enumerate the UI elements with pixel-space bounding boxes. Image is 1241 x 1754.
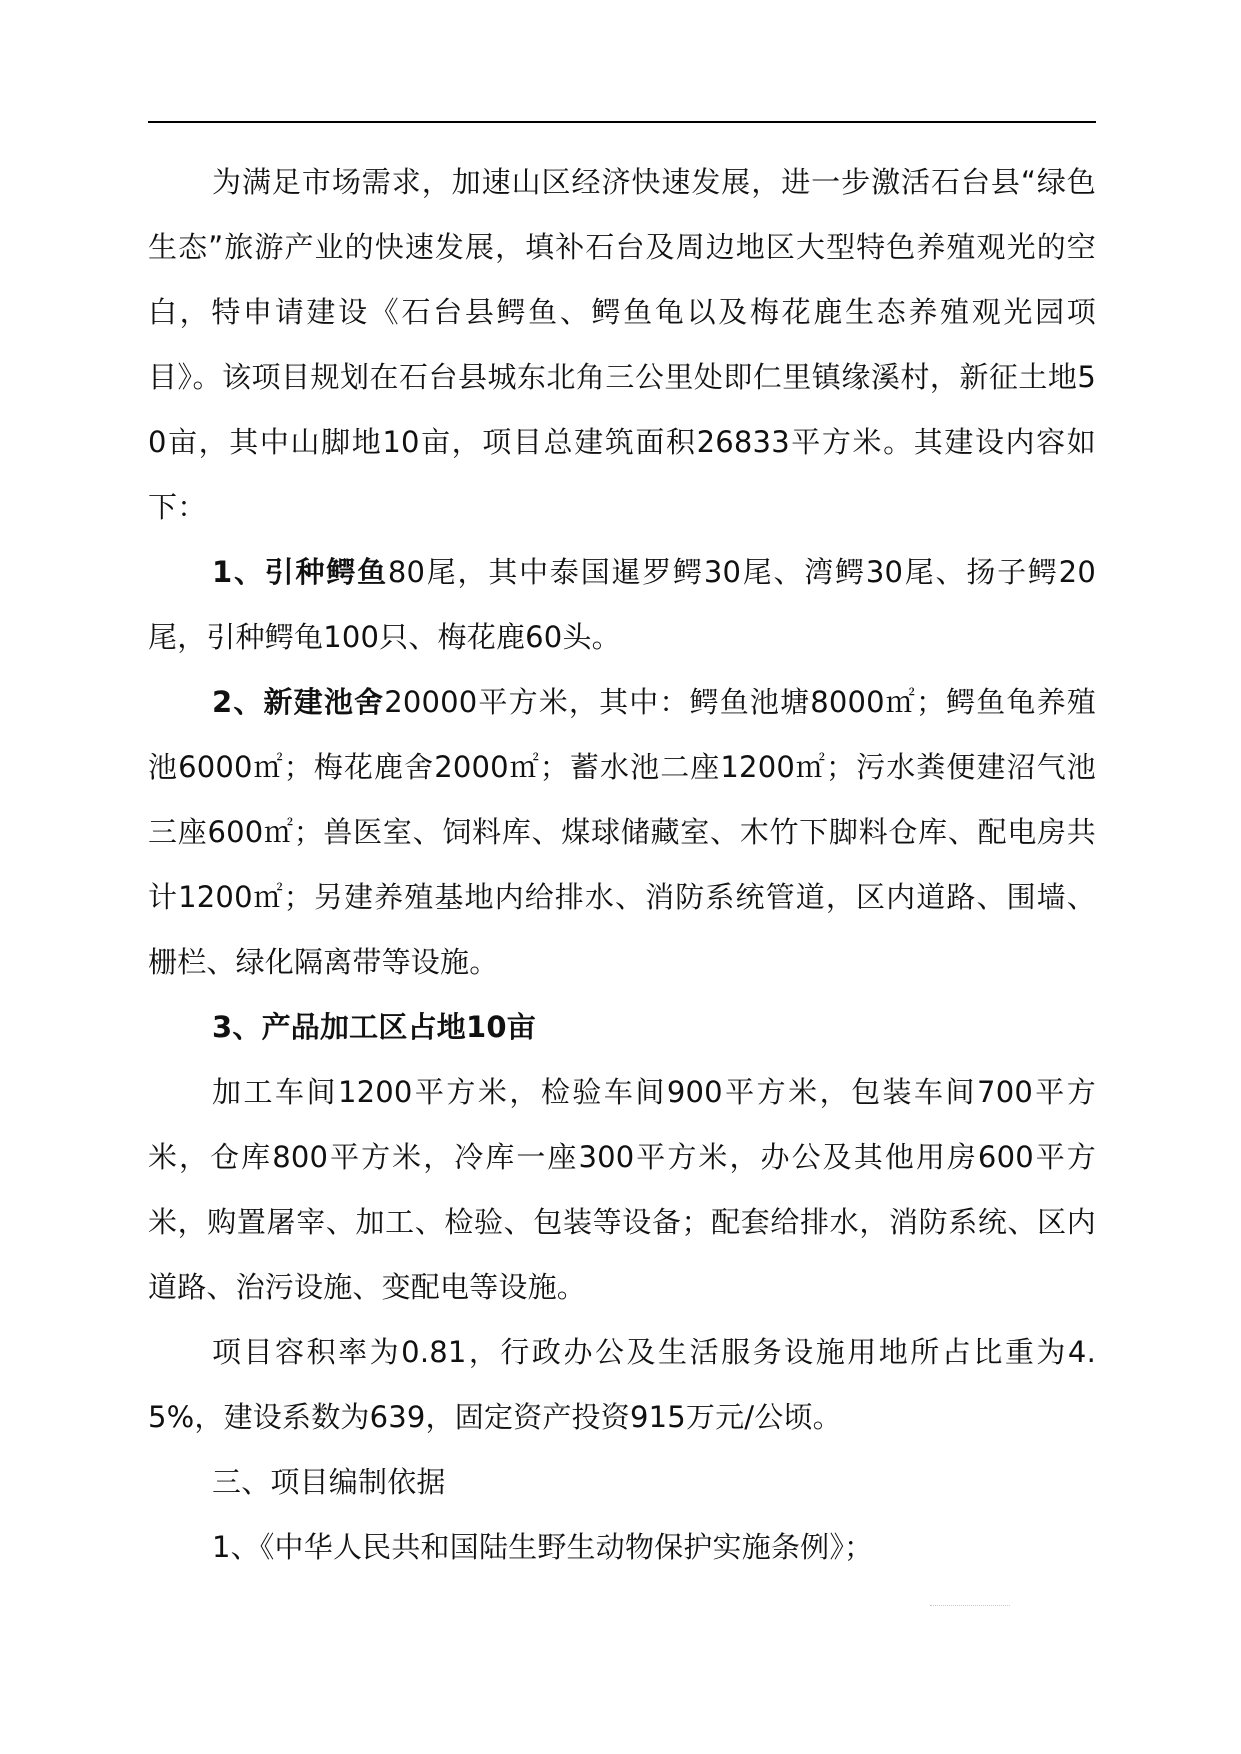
- section-heading-basis-text: 三、项目编制依据: [212, 1465, 446, 1499]
- item-2-text: 20000平方米，其中：鳄鱼池塘8000㎡；鳄鱼龟养殖池6000㎡；梅花鹿舍2000㎡；蓄水池二座1200㎡；污水粪便建沼气池三座600㎡；兽医室、饲料库、煤球储藏室、木竹下脚料仓库、配电房共计1200㎡；另建养殖基地内给排水、消防系统管道，区内道路、围墙、栅栏、绿化隔离带等设施。: [148, 685, 1096, 979]
- section-heading-basis: [148, 1450, 1096, 1515]
- footer-dotted-mark: [930, 1605, 1010, 1606]
- item-1-text: 80尾，其中泰国暹罗鳄30尾、湾鳄30尾、扬子鳄20尾，引种鳄龟100只、梅花鹿60头。: [148, 555, 1096, 654]
- item-3-heading: 3、产品加工区占地10亩: [212, 1010, 536, 1044]
- paragraph-intro-text: 为满足市场需求，加速山区经济快速发展，进一步激活石台县“绿色生态”旅游产业的快速发展，填补石台及周边地区大型特色养殖观光的空白，特申请建设《石台县鳄鱼、鳄鱼龟以及梅花鹿生态养殖观光园项目》。该项目规划在石台县城东北角三公里处即仁里镇缘溪村，新征土地50亩，其中山脚地10亩，项目总建筑面积26833平方米。其建设内容如下：: [148, 165, 1096, 524]
- project-metrics-text: 项目容积率为0.81，行政办公及生活服务设施用地所占比重为4.5%，建设系数为639，固定资产投资915万元/公顷。: [148, 1335, 1096, 1434]
- basis-item-1-text: 1、《中华人民共和国陆生野生动物保护实施条例》；: [212, 1530, 874, 1564]
- paragraph-project-metrics: [148, 1320, 1096, 1450]
- paragraph-processing-area: [148, 1060, 1096, 1320]
- paragraph-item-2: [148, 670, 1096, 995]
- paragraph-item-3-heading: [148, 995, 1096, 1060]
- basis-item-1: [148, 1515, 1096, 1580]
- paragraph-intro: [148, 150, 1096, 540]
- item-2-heading: 2、新建池舍: [212, 685, 385, 719]
- paragraph-item-1: [148, 540, 1096, 670]
- header-rule: [148, 121, 1096, 123]
- document-body: [148, 150, 1096, 1580]
- processing-area-text: 加工车间1200平方米，检验车间900平方米，包装车间700平方米，仓库800平方米，冷库一座300平方米，办公及其他用房600平方米，购置屠宰、加工、检验、包装等设备；配套给排水，消防系统、区内道路、治污设施、变配电等设施。: [148, 1075, 1096, 1304]
- item-1-heading: 1、引种鳄鱼: [212, 555, 388, 589]
